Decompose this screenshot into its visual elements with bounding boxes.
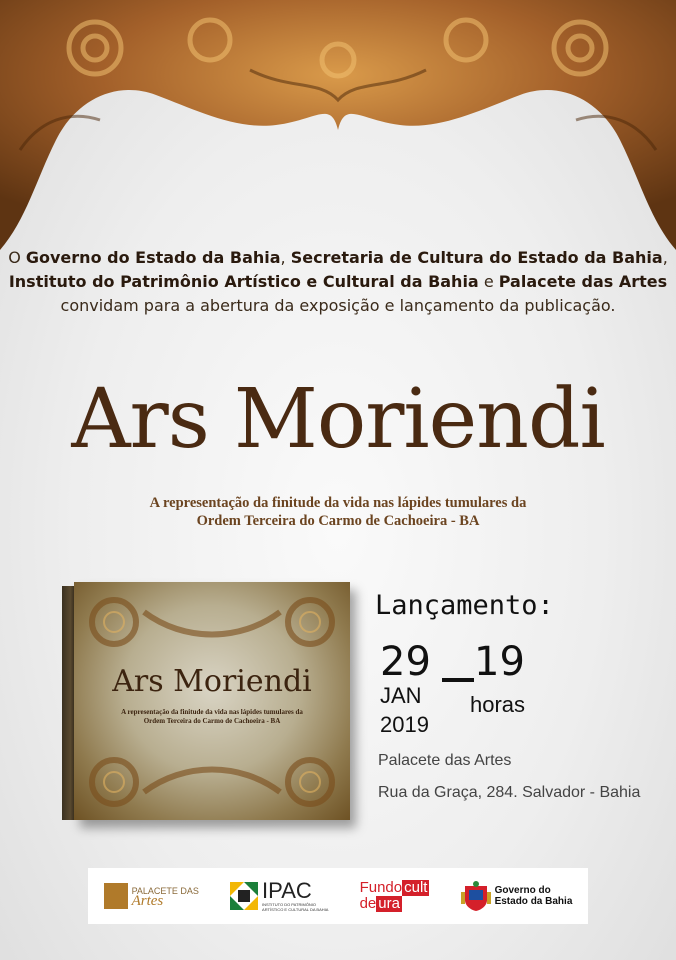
intro-comma: , [662,248,668,267]
bahia-coat-of-arms-icon [461,880,491,912]
baroque-ornament [0,0,676,250]
palacete-mark-icon [104,883,128,909]
ipac-logo-text: IPAC [262,878,312,903]
intro-ipac: Instituto do Patrimônio Artístico e Cultural da Bahia [8,272,479,291]
intro-line-1 [0,246,676,270]
book-title: Ars Moriendi [112,664,312,699]
gov-logo-line-2: Estado da Bahia [494,896,573,907]
palacete-logo-line-1: PALACETE DAS [131,886,199,896]
page-title: Ars Moriendi [71,372,605,467]
cult-box: cult [404,879,428,896]
ura-box: ura [378,895,400,912]
intro-secretaria: Secretaria de Cultura do Estado da Bahia [290,248,663,267]
sponsor-logos-bar [88,868,588,924]
fundo-word: Fundo [359,879,403,896]
event-year: 2019 [380,712,429,737]
event-day: 29 [380,639,431,685]
event-hour: 19 [474,639,525,685]
event-address: Rua da Graça, 284. Salvador - Bahia [378,784,641,801]
launch-heading: Lançamento: [375,590,554,621]
fundo-cultura-logo [360,880,430,912]
intro-palacete: Palacete das Artes [498,272,668,291]
subtitle-line-2: Ordem Terceira do Carmo de Cachoeira - BA [196,513,480,529]
intro-governo: Governo do Estado da Bahia [25,248,281,267]
intro-text [0,246,676,318]
gov-logo-line-1: Governo do [494,885,551,896]
date-time-dash [442,678,474,682]
ipac-logo-small-1: INSTITUTO DO PATRIMÔNIO [262,902,317,907]
ipac-logo-small-2: ARTÍSTICO E CULTURAL DA BAHIA [262,907,329,912]
event-venue: Palacete das Artes [378,752,512,769]
book-cover [74,582,350,820]
book-subtitle-line-2: Ordem Terceira do Carmo de Cachoeira - BA [143,717,281,725]
intro-line-3: convidam para a abertura da exposição e lançamento da publicação. [60,296,616,315]
governo-bahia-logo [461,880,573,912]
palacete-logo-text [131,886,199,909]
ipac-logo [230,880,328,912]
intro-line-2 [0,270,676,294]
event-month: JAN [380,683,422,708]
palacete-logo [104,883,199,909]
intro-sep: , [280,248,291,267]
book-subtitle-line-1: A representação da finitude da vida nas lápides tumulares da [121,708,303,716]
book-cover-image [62,582,350,822]
subtitle [0,494,676,530]
book-subtitle [74,708,350,726]
event-hour-unit: horas [470,692,526,717]
intro-o: O [8,248,26,267]
book-ornament [74,582,350,820]
de-word: de [359,895,377,912]
ipac-mark-icon [230,882,258,910]
intro-e: e [478,272,499,291]
subtitle-line-1: A representação da finitude da vida nas lápides tumulares da [149,495,527,511]
palacete-logo-line-2: Artes [131,893,164,909]
